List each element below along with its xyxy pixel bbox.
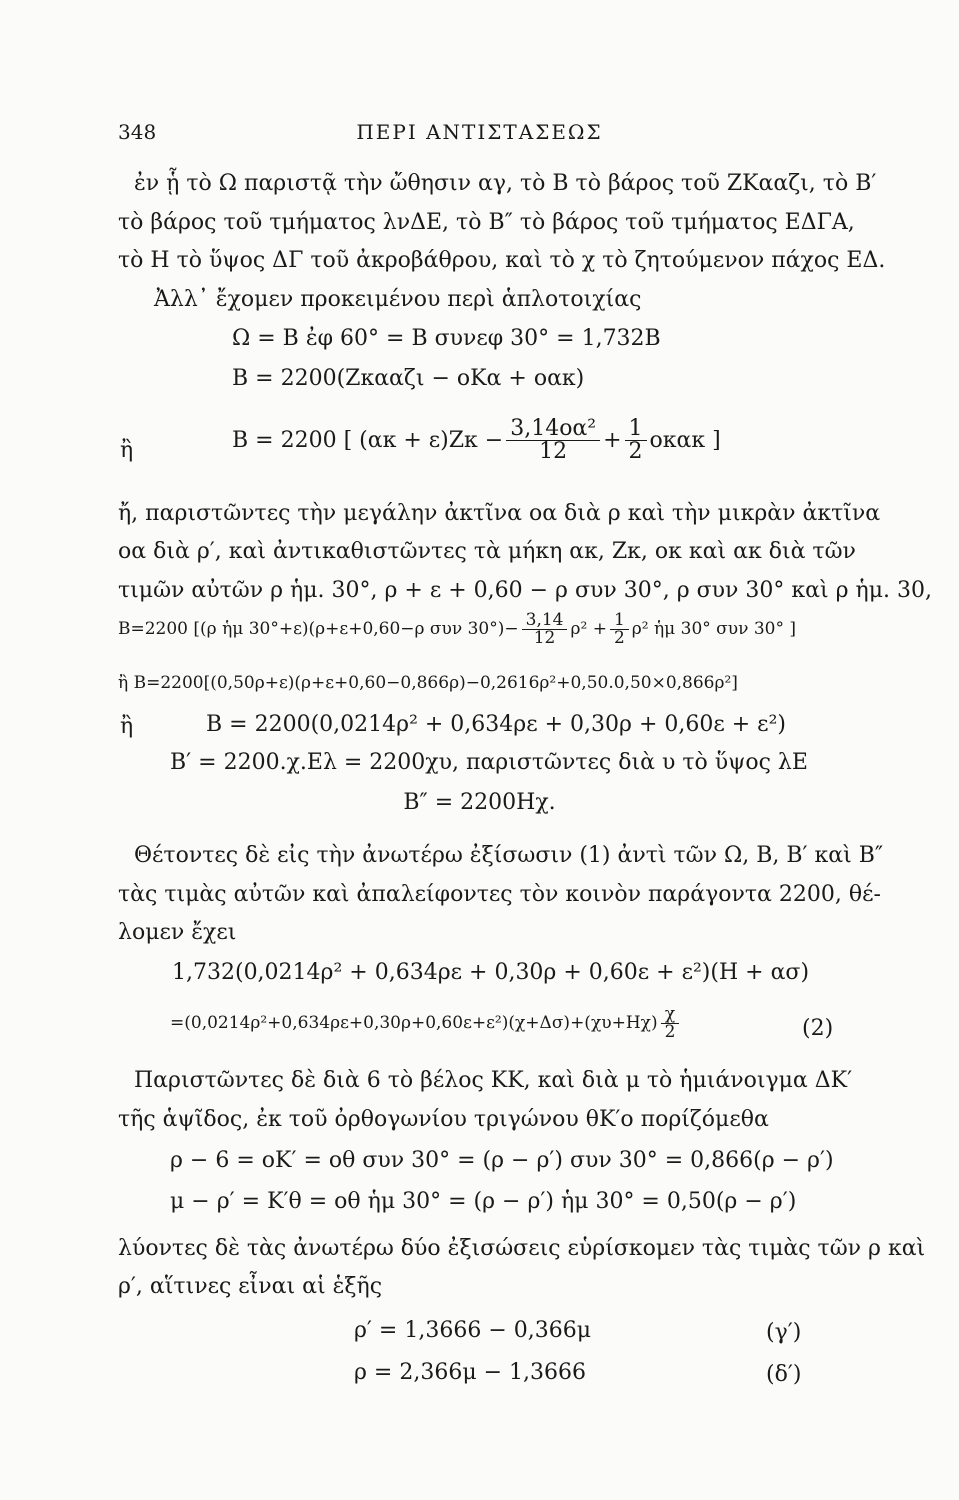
fraction-1-denominator: 12 bbox=[539, 439, 568, 464]
equation-rho-1: ρ − 6 = οΚ′ = οθ συν 30° = (ρ − ρ′) συν 30° = 0,866(ρ − ρ′) bbox=[170, 1148, 834, 1173]
equation-b-2-part-b: + bbox=[603, 427, 622, 453]
text-line-5: ἤ, παριστῶντες τὴν μεγάλην ἀκτῖνα οα διὰ ρ καὶ τὴν μικρὰν ἀκτῖνα bbox=[118, 501, 881, 526]
fraction-4-denominator: 2 bbox=[613, 628, 625, 648]
text-line-11: Παριστῶντες δὲ διὰ 6 τὸ βέλος ΚΚ, καὶ διὰ μ τὸ ἡμιάνοιγμα ΔΚ′ bbox=[134, 1068, 853, 1093]
equation-delta: ρ = 2,366μ − 1,3666 bbox=[354, 1360, 587, 1385]
text-line-14: ρ′, αἵτινες εἶναι αἱ ἑξῆς bbox=[118, 1274, 383, 1299]
equation-b-4: ἢ Β=2200[(0,50ρ+ε)(ρ+ε+0,60−0,866ρ)−0,2616ρ²+0,50.0,50×0,866ρ²] bbox=[118, 673, 738, 693]
equation-delta-tag: (δ′) bbox=[766, 1362, 802, 1387]
text-line-12: τῆς ἁψῖδος, ἐκ τοῦ ὀρθογωνίου τριγώνου θΚ′ο πορίζόμεθα bbox=[118, 1107, 769, 1132]
fraction-5-numerator: χ bbox=[661, 1006, 680, 1024]
fraction-5-denominator: 2 bbox=[664, 1022, 676, 1042]
equation-b-1: Β = 2200(Ζκααζι − οΚα + οακ) bbox=[232, 366, 585, 391]
equation-gamma-tag: (γ′) bbox=[766, 1320, 802, 1345]
fraction-2 bbox=[625, 418, 647, 463]
equation-2-tag: (2) bbox=[802, 1016, 834, 1041]
equation-b-2-part-a: Β = 2200 [ (ακ + ε)Ζκ − bbox=[232, 427, 504, 453]
text-line-8: Θέτοντες δὲ εἰς τὴν ἀνωτέρω ἐξίσωσιν (1) ἀντὶ τῶν Ω, Β, Β′ καὶ Β″ bbox=[134, 843, 884, 868]
equation-omega: Ω = Β ἐφ 60° = Β συνεφ 30° = 1,732Β bbox=[232, 326, 661, 351]
equation-gamma: ρ′ = 1,3666 − 0,366μ bbox=[354, 1318, 592, 1343]
fraction-2-denominator: 2 bbox=[628, 439, 643, 464]
equation-b-3-part-b: ρ² + bbox=[570, 619, 607, 639]
equation-2-part-a: =(0,0214ρ²+0,634ρε+0,30ρ+0,60ε+ε²)(χ+Δσ)+(χυ+Ηχ) bbox=[170, 1013, 658, 1033]
fraction-4 bbox=[610, 612, 629, 647]
text-line-10: λομεν ἔχει bbox=[118, 920, 237, 945]
text-line-3: τὸ Η τὸ ὕψος ΔΓ τοῦ ἀκροβάθρου, καὶ τὸ χ τὸ ζητούμενον πάχος ΕΔ. bbox=[118, 248, 886, 273]
text-line-4: Ἀλλ᾽ ἔχομεν προκειμένου περὶ ἁπλοτοιχίας bbox=[154, 287, 642, 312]
fraction-5 bbox=[661, 1006, 680, 1041]
equation-b-3-part-a: Β=2200 [(ρ ἡμ 30°+ε)(ρ+ε+0,60−ρ συν 30°)− bbox=[118, 619, 519, 639]
equation-mu-1: μ − ρ′ = Κ′θ = οθ ἡμ 30° = (ρ − ρ′) ἡμ 30° = 0,50(ρ − ρ′) bbox=[170, 1189, 797, 1214]
equation-b-double-prime: Β″ = 2200Ηχ. bbox=[403, 790, 556, 815]
equation-b-prime: Β′ = 2200.χ.Ελ = 2200χυ, παριστῶντες διὰ υ τὸ ὕψος λΕ bbox=[170, 750, 808, 775]
equation-b-2-prefix: ἢ bbox=[120, 438, 134, 463]
fraction-2-numerator: 1 bbox=[625, 418, 647, 441]
fraction-3-denominator: 12 bbox=[533, 628, 556, 648]
text-line-7: τιμῶν αὐτῶν ρ ἡμ. 30°, ρ + ε + 0,60 − ρ συν 30°, ρ συν 30° καὶ ρ ἡμ. 30, bbox=[118, 578, 932, 603]
fraction-3-numerator: 3,14 bbox=[522, 612, 568, 630]
equation-2 bbox=[170, 1006, 682, 1041]
equation-b-3 bbox=[118, 612, 796, 647]
equation-b-5: Β = 2200(0,0214ρ² + 0,634ρε + 0,30ρ + 0,60ε + ε²) bbox=[206, 712, 786, 737]
equation-b-5-prefix: ἢ bbox=[120, 714, 134, 739]
equation-b-2-part-c: οκακ ] bbox=[649, 427, 721, 453]
page-number: 348 bbox=[118, 120, 157, 144]
text-line-6: οα διὰ ρ′, καὶ ἀντικαθιστῶντες τὰ μήκη ακ, Ζκ, οκ καὶ ακ διὰ τῶν bbox=[118, 539, 856, 564]
text-line-1: ἐν ᾗ τὸ Ω παριστᾷ τὴν ὤθησιν αγ, τὸ Β τὸ βάρος τοῦ ΖΚααζι, τὸ Β′ bbox=[134, 171, 877, 196]
fraction-4-numerator: 1 bbox=[610, 612, 629, 630]
equation-b-2 bbox=[232, 418, 721, 463]
equation-b-3-part-c: ρ² ἡμ 30° συν 30° ] bbox=[631, 619, 797, 639]
equation-main: 1,732(0,0214ρ² + 0,634ρε + 0,30ρ + 0,60ε + ε²)(Η + ασ) bbox=[172, 960, 810, 985]
text-line-13: λύοντες δὲ τὰς ἀνωτέρω δύο ἐξισώσεις εὑρίσκομεν τὰς τιμὰς τῶν ρ καὶ bbox=[118, 1236, 926, 1261]
running-title: ΠΕΡΙ ΑΝΤΙΣΤΑΣΕΩΣ bbox=[356, 120, 603, 144]
fraction-1-numerator: 3,14οα² bbox=[506, 418, 600, 441]
fraction-1 bbox=[506, 418, 600, 463]
fraction-3 bbox=[522, 612, 568, 647]
text-line-2: τὸ βάρος τοῦ τμήματος λνΔΕ, τὸ Β″ τὸ βάρος τοῦ τμήματος ΕΔΓΑ, bbox=[118, 210, 855, 235]
text-line-9: τὰς τιμὰς αὐτῶν καὶ ἀπαλείφοντες τὸν κοινὸν παράγοντα 2200, θέ- bbox=[118, 882, 881, 907]
